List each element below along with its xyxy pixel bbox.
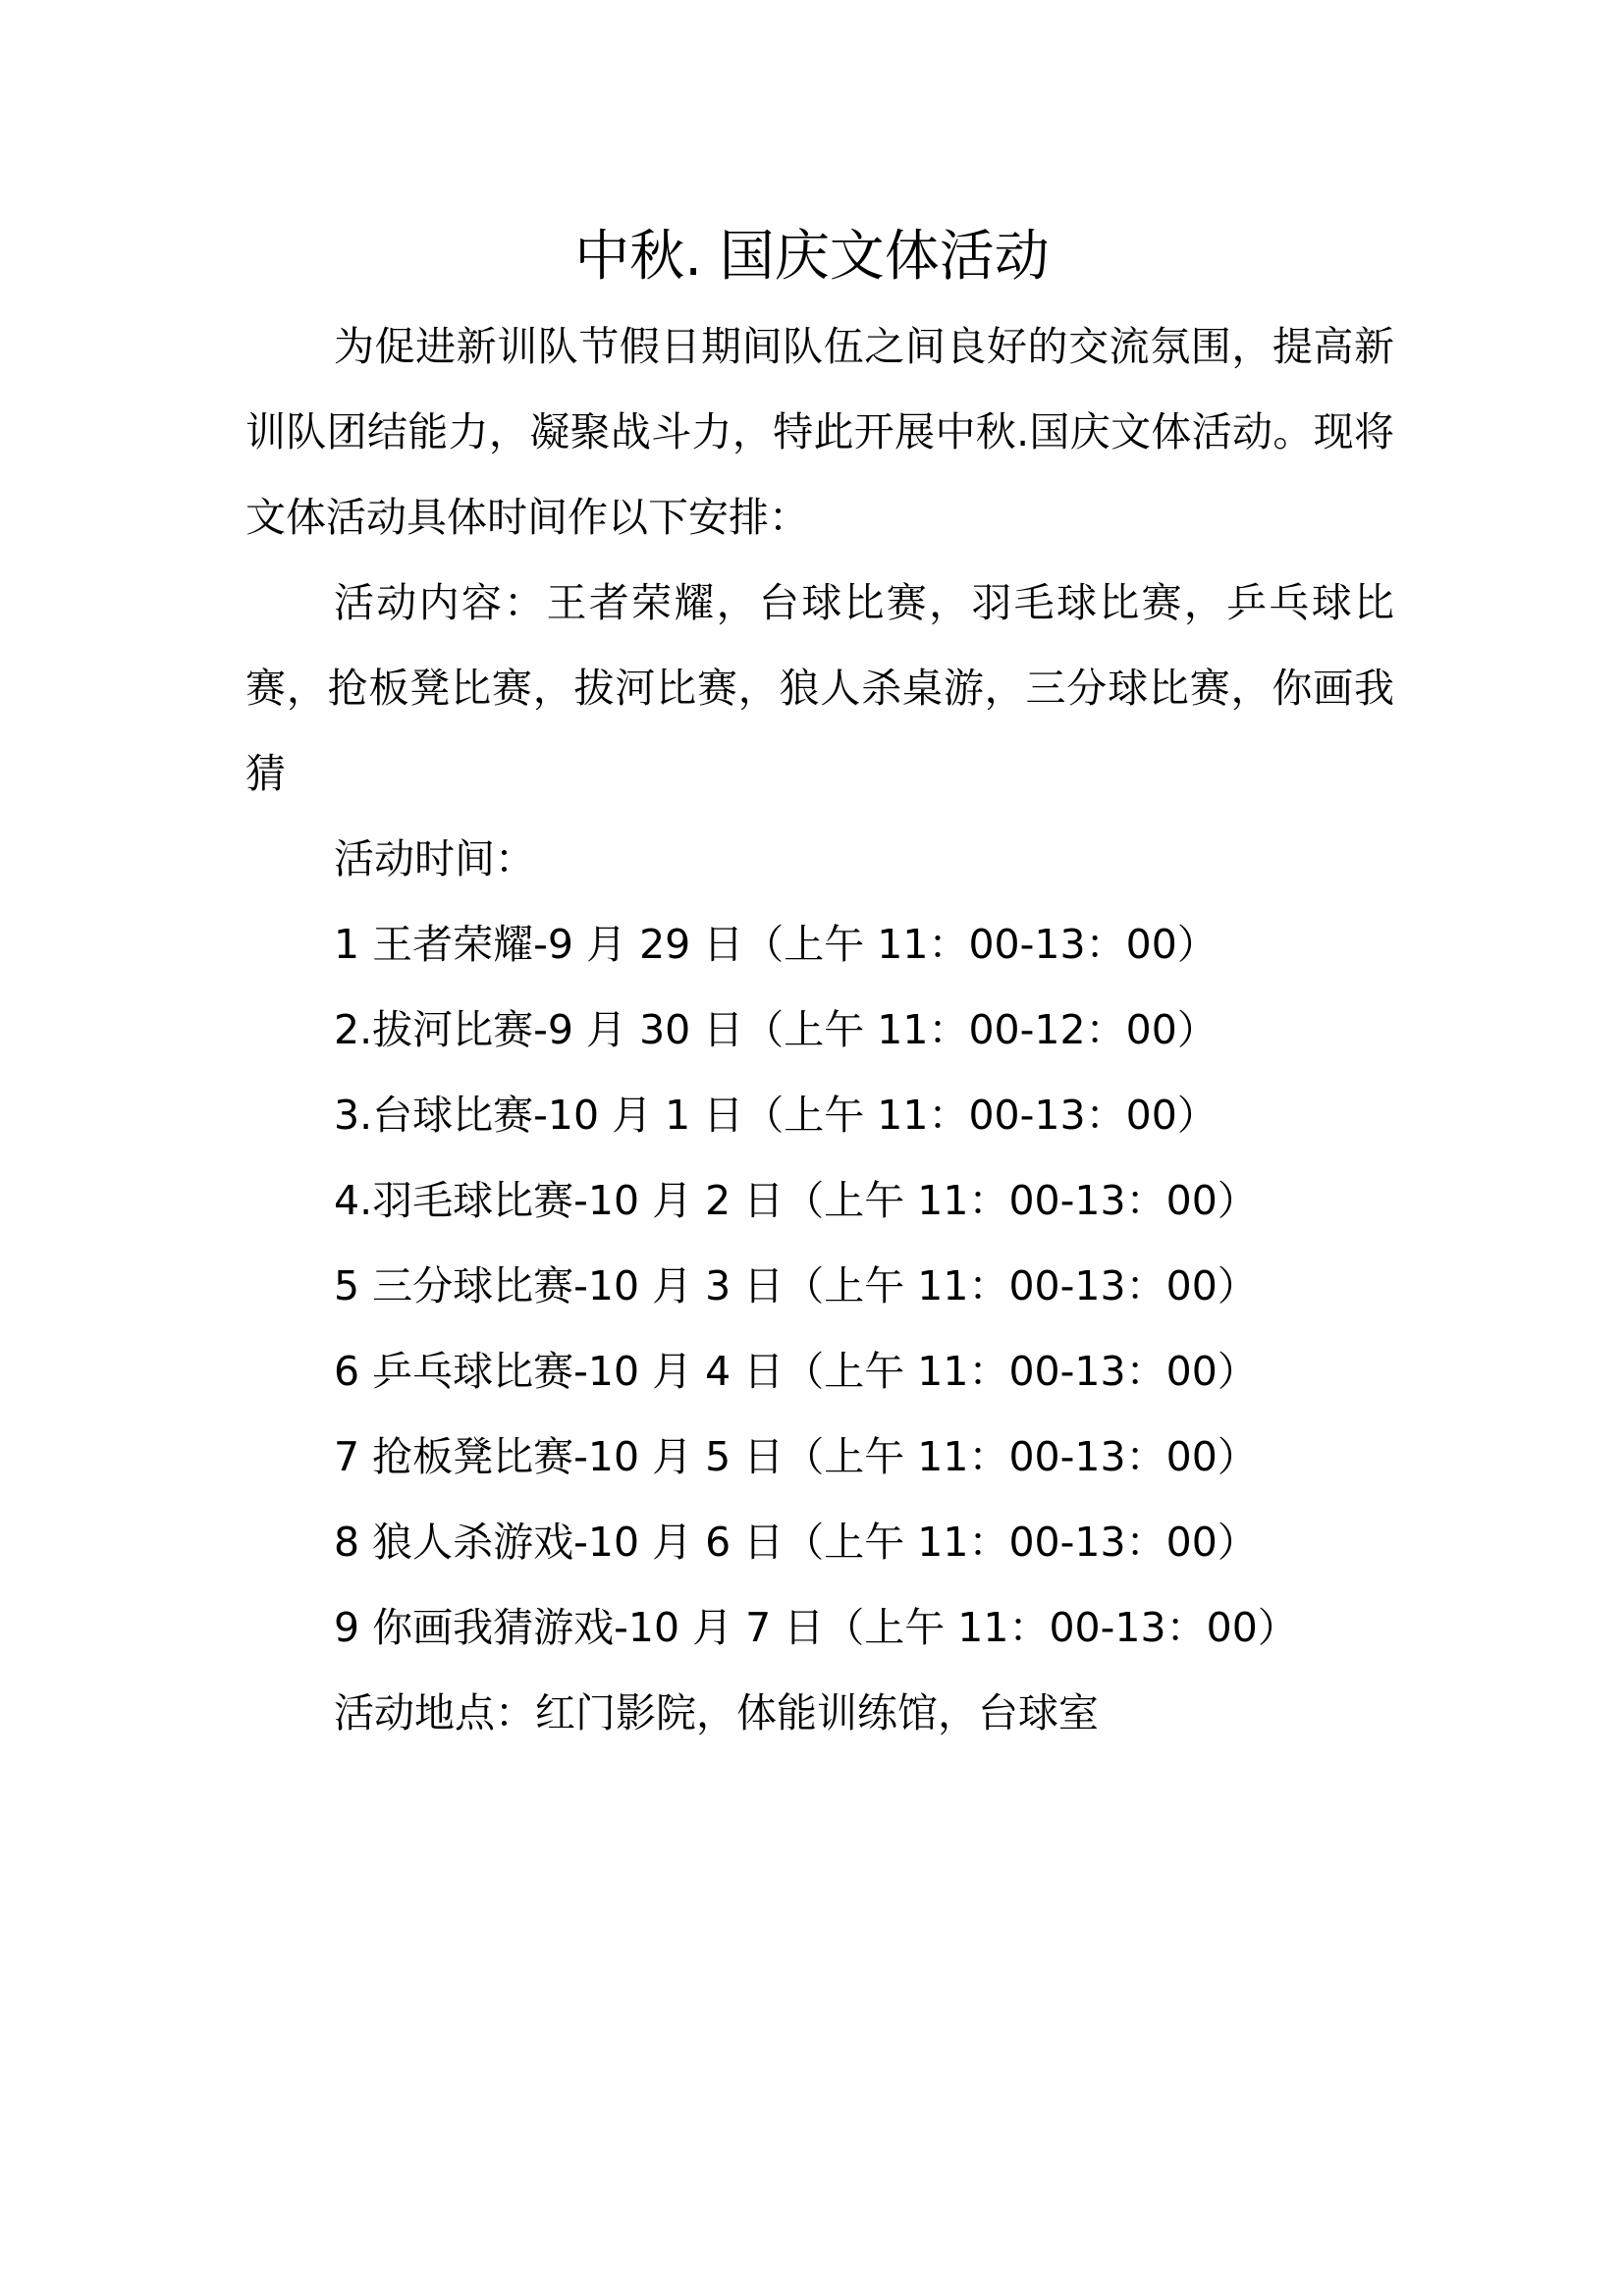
schedule-item: 3.台球比赛-10 月 1 日（上午 11：00-13：00） (334, 1092, 1218, 1139)
activity-time-heading: 活动时间： (334, 835, 535, 882)
activity-content-paragraph: 活动内容：王者荣耀，台球比赛，羽毛球比赛，乒乓球比赛，抢板凳比赛，拔河比赛，狼人杀桌游，三分球比赛，你画我猜 (245, 579, 1394, 797)
intro-paragraph: 为促进新训队节假日期间队伍之间良好的交流氛围，提高新训队团结能力，凝聚战斗力，特此开展中秋.国庆文体活动。现将文体活动具体时间作以下安排： (245, 323, 1394, 541)
schedule-list (245, 902, 1394, 1671)
page-title: 中秋. 国庆文体活动 (574, 225, 1050, 289)
schedule-item: 8 狼人杀游戏-10 月 6 日（上午 11：00-13：00） (334, 1519, 1258, 1566)
activity-location-line: 活动地点：红门影院，体能训练馆，台球室 (334, 1689, 1099, 1736)
schedule-item: 2.拔河比赛-9 月 30 日（上午 11：00-12：00） (334, 1006, 1218, 1053)
document-body (245, 304, 1394, 1756)
schedule-item: 9 你画我猜游戏-10 月 7 日（上午 11：00-13：00） (334, 1604, 1298, 1651)
schedule-item: 5 三分球比赛-10 月 3 日（上午 11：00-13：00） (334, 1262, 1258, 1309)
schedule-item: 6 乒乓球比赛-10 月 4 日（上午 11：00-13：00） (334, 1348, 1258, 1395)
schedule-item: 7 抢板凳比赛-10 月 5 日（上午 11：00-13：00） (334, 1433, 1258, 1480)
schedule-item: 4.羽毛球比赛-10 月 2 日（上午 11：00-13：00） (334, 1177, 1258, 1224)
schedule-item: 1 王者荣耀-9 月 29 日（上午 11：00-13：00） (334, 921, 1218, 968)
